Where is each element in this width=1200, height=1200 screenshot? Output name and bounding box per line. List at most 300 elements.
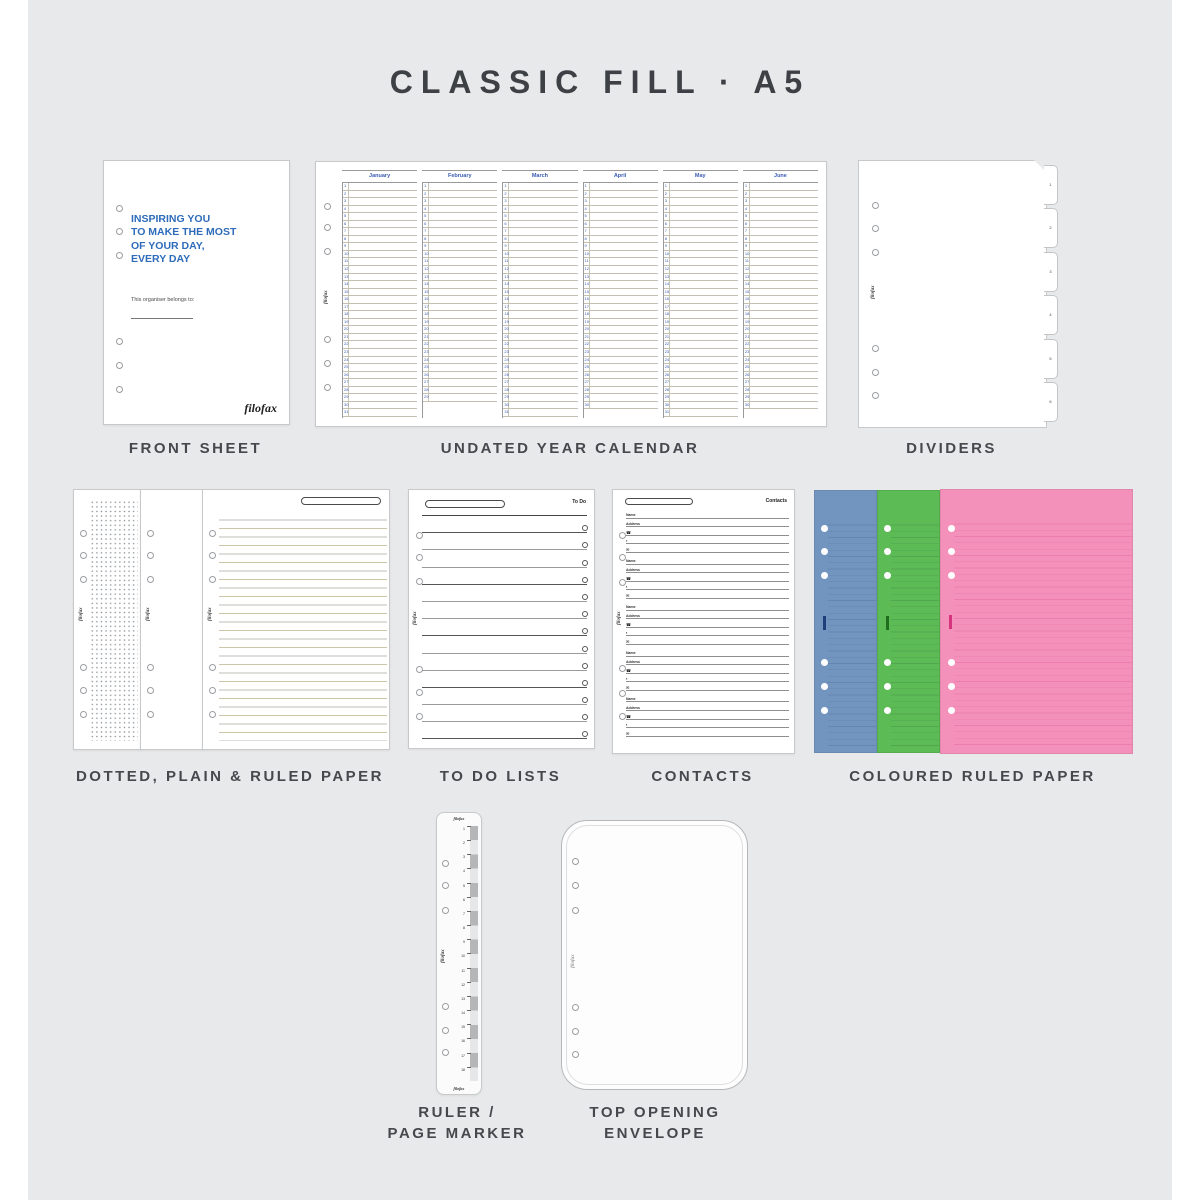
todo-rows [422,515,587,740]
calendar-day-row: 2 [744,191,818,199]
calendar-day-row: 26 [503,372,577,380]
calendar-day-row: 1 [584,183,658,191]
punch-hole [147,576,154,583]
calendar-day-row: 27 [584,379,658,387]
calendar-day-row: 13 [503,274,577,282]
calendar-day-row: 10 [584,251,658,259]
calendar-day-row: 21 [503,334,577,342]
calendar-month-column [502,170,577,418]
punch-hole [572,907,579,914]
calendar-day-row: 24 [744,357,818,365]
calendar-day-row: 25 [744,364,818,372]
ruler-unit: 4 [460,868,470,882]
calendar-day-row: 22 [664,341,738,349]
month-header: March [502,170,577,182]
punch-hole [324,384,331,391]
heading-line: INSPIRING YOU [131,213,211,225]
punch-hole [416,578,423,585]
contact-field-line [626,536,789,545]
calendar-day-row: 23 [664,349,738,357]
calendar-day-row: 24 [503,357,577,365]
divider-tab: 5 [1044,339,1058,379]
calendar-day-row: 15 [343,289,417,297]
envelope-inner-edge [566,825,743,1085]
punch-hole [572,1051,579,1058]
todo-checkbox [582,714,588,720]
calendar-day-row: 13 [343,274,417,282]
ruler-unit: 3 [460,854,470,868]
todo-row [422,722,587,739]
todo-row [422,705,587,722]
punch-hole [116,362,123,369]
contact-entry-group [626,556,789,599]
calendar-day-row: 20 [584,326,658,334]
ruler-unit: 12 [460,982,470,996]
calendar-day-row: 3 [503,198,577,206]
punch-hole [324,224,331,231]
punch-hole [821,707,828,714]
year-calendar-preview [315,161,827,427]
coloured-paper-label: COLOURED RULED PAPER [849,768,1096,785]
calendar-day-row: 14 [343,281,417,289]
calendar-day-row: 18 [503,311,577,319]
calendar-day-row: 1 [744,183,818,191]
todo-checkbox [582,663,588,669]
calendar-day-row: 8 [744,236,818,244]
year-calendar-label: UNDATED YEAR CALENDAR [440,440,700,457]
calendar-day-row: 7 [343,228,417,236]
calendar-day-row: 26 [744,372,818,380]
title-slot [301,497,381,505]
calendar-day-row: 19 [343,319,417,327]
contact-field-icon: ✉ [626,546,630,552]
calendar-day-row: 31 [503,409,577,417]
punch-hole [619,690,626,697]
contacts-header: Contacts [765,498,787,504]
calendar-day-row: 7 [744,228,818,236]
heading-line: OF YOUR DAY, [131,239,205,252]
calendar-day-row: 9 [664,243,738,251]
punch-hole [872,345,879,352]
contact-entry-group [626,648,789,691]
calendar-day-row: 19 [744,319,818,327]
punch-hole [209,552,216,559]
punch-hole [416,666,423,673]
punch-hole [209,711,216,718]
calendar-day-row: 29 [503,394,577,402]
calendar-day-row: 7 [423,228,497,236]
contact-field-line: Name [626,556,789,565]
envelope-label [555,1102,755,1144]
punch-hole [884,683,891,690]
ruled-lines [828,519,876,746]
envelope-label-line1: TOP OPENING [589,1104,721,1121]
calendar-day-row: 12 [503,266,577,274]
calendar-day-row: 6 [744,221,818,229]
contacts-label: CONTACTS [651,768,754,785]
contact-field-line [626,590,789,599]
punch-hole [147,687,154,694]
calendar-day-row: 28 [503,387,577,395]
punch-hole [572,1004,579,1011]
month-header: June [743,170,818,182]
envelope-preview [561,820,748,1090]
calendar-day-row: 9 [503,243,577,251]
punch-hole [116,205,123,212]
punch-hole [80,552,87,559]
punch-hole [209,687,216,694]
calendar-day-row: 8 [423,236,497,244]
ruled-lines [954,518,1132,747]
calendar-day-row: 9 [343,243,417,251]
punch-hole [884,572,891,579]
calendar-month-column [342,170,417,418]
calendar-day-row: 12 [423,266,497,274]
punch-hole [872,225,879,232]
calendar-day-row: 31 [343,409,417,417]
calendar-day-row: 16 [744,296,818,304]
calendar-day-row: 12 [664,266,738,274]
contacts-body [626,510,789,747]
punch-hole [442,907,449,914]
ruler-shading [470,826,478,1081]
ruler-preview [436,812,482,1095]
punch-hole [147,530,154,537]
dot-grid [90,500,138,741]
front-sheet-label: FRONT SHEET [128,440,263,457]
calendar-day-row: 28 [664,387,738,395]
calendar-day-row: 11 [744,258,818,266]
title-slot [625,498,693,505]
punch-hole [116,252,123,259]
ruler-label-line1: RULER / [418,1104,496,1121]
ruler-unit: 5 [460,883,470,897]
calendar-day-row: 26 [423,372,497,380]
calendar-day-row: 29 [423,394,497,402]
punch-hole [948,525,955,532]
todo-checkbox [582,731,588,737]
ruler-unit: 11 [460,968,470,982]
contact-field-line [626,682,789,691]
calendar-day-row: 3 [343,198,417,206]
ruler-unit: 6 [460,897,470,911]
filofax-logo-vertical: filofax [413,611,418,625]
contact-field-icon: ▪ [626,538,628,544]
calendar-day-row: 24 [343,357,417,365]
punch-hole [572,858,579,865]
calendar-day-row: 3 [664,198,738,206]
contact-field-line [626,728,789,737]
calendar-day-row: 19 [503,319,577,327]
calendar-day-row: 25 [343,364,417,372]
calendar-day-row: 8 [343,236,417,244]
contact-field-icon: ✉ [626,592,630,598]
contact-field-line: Address [626,611,789,620]
punch-hole [80,711,87,718]
calendar-day-row: 19 [664,319,738,327]
ruler-unit: 2 [460,840,470,854]
todo-checkbox [582,628,588,634]
calendar-day-row: 18 [343,311,417,319]
punch-hole [416,554,423,561]
filofax-mark [823,616,826,630]
calendar-day-row: 22 [584,341,658,349]
calendar-day-row: 18 [744,311,818,319]
ruler-unit: 9 [460,939,470,953]
calendar-day-row: 4 [503,206,577,214]
calendar-day-row: 10 [664,251,738,259]
contact-field-line [626,544,789,553]
month-rows [583,182,658,418]
calendar-day-row: 25 [664,364,738,372]
calendar-day-row: 21 [664,334,738,342]
calendar-day-row: 20 [664,326,738,334]
heading-line: TO MAKE THE MOST [131,226,237,239]
calendar-day-row: 27 [343,379,417,387]
calendar-month-column [743,170,818,418]
contact-field-line [626,636,789,645]
calendar-day-row: 17 [664,304,738,312]
calendar-month-column [583,170,658,418]
filofax-logo-vertical: filofax [324,290,329,304]
calendar-day-row: 29 [584,394,658,402]
calendar-day-row: 20 [503,326,577,334]
calendar-day-row: 9 [423,243,497,251]
ruler-unit: 18 [460,1067,470,1081]
calendar-day-row: 15 [584,289,658,297]
punch-hole [80,664,87,671]
calendar-day-row: 14 [744,281,818,289]
calendar-day-row: 11 [343,258,417,266]
calendar-day-row: 22 [744,341,818,349]
calendar-day-row: 10 [744,251,818,259]
filofax-logo-vertical: filofax [208,607,213,621]
calendar-day-row: 4 [744,206,818,214]
contact-field-line [626,720,789,729]
calendar-day-row: 8 [584,236,658,244]
calendar-day-row: 29 [664,394,738,402]
calendar-day-row: 5 [503,213,577,221]
punch-hole [80,687,87,694]
calendar-day-row: 4 [343,206,417,214]
calendar-day-row: 27 [503,379,577,387]
calendar-day-row: 6 [343,221,417,229]
contact-field-line: Address [626,565,789,574]
punch-hole [948,683,955,690]
punch-hole [80,576,87,583]
contact-field-line [626,582,789,591]
contact-field-icon: ☎ [626,621,631,627]
calendar-day-row: 10 [343,251,417,259]
calendar-day-row: 5 [423,213,497,221]
calendar-day-row: 16 [423,296,497,304]
calendar-day-row: 15 [744,289,818,297]
calendar-day-row: 1 [343,183,417,191]
calendar-day-row: 30 [584,402,658,410]
calendar-day-row: 3 [423,198,497,206]
filofax-logo: filofax [244,401,277,415]
calendar-day-row: 9 [584,243,658,251]
calendar-day-row: 25 [423,364,497,372]
calendar-day-row: 4 [584,206,658,214]
punch-hole [948,548,955,555]
todo-row [422,533,587,550]
contact-entry-group [626,510,789,553]
calendar-day-row: 9 [744,243,818,251]
punch-hole [619,554,626,561]
contact-field-icon: ☎ [626,713,631,719]
contact-entry-group [626,602,789,645]
calendar-day-row: 23 [503,349,577,357]
punch-hole [80,530,87,537]
calendar-day-row: 2 [584,191,658,199]
calendar-day-row: 7 [664,228,738,236]
contact-field-icon: ✉ [626,638,630,644]
month-rows [663,182,738,418]
contact-field-icon: ☎ [626,667,631,673]
contact-field-line [626,711,789,720]
calendar-day-row: 21 [744,334,818,342]
contact-field-icon: ▪ [626,676,628,682]
calendar-day-row: 14 [584,281,658,289]
calendar-day-row: 17 [423,304,497,312]
calendar-day-row: 20 [744,326,818,334]
month-header: April [583,170,658,182]
calendar-day-row: 26 [343,372,417,380]
calendar-day-row: 16 [664,296,738,304]
calendar-day-row: 30 [664,402,738,410]
punch-hole [619,579,626,586]
punch-hole [884,525,891,532]
todo-list-preview [408,489,595,749]
calendar-day-row: 2 [423,191,497,199]
calendar-day-row: 11 [423,258,497,266]
belongs-to-line [131,318,193,319]
calendar-day-row: 13 [744,274,818,282]
calendar-day-row: 23 [343,349,417,357]
contact-field-icon: ☎ [626,575,631,581]
punch-hole [442,860,449,867]
envelope-label-line2: ENVELOPE [604,1125,706,1142]
punch-hole [872,202,879,209]
ruler-label-line2: PAGE MARKER [387,1125,527,1142]
calendar-day-row: 2 [664,191,738,199]
calendar-day-row: 1 [423,183,497,191]
calendar-day-row: 3 [744,198,818,206]
ruler-unit: 15 [460,1024,470,1038]
punch-hole [442,1049,449,1056]
calendar-day-row: 5 [584,213,658,221]
front-sheet-preview [103,160,290,425]
calendar-day-row: 8 [503,236,577,244]
punch-hole [442,1003,449,1010]
filofax-logo-vertical: filofax [571,954,576,968]
calendar-day-row: 29 [343,394,417,402]
calendar-day-row: 28 [584,387,658,395]
calendar-month-column [663,170,738,418]
contact-field-line: Name [626,694,789,703]
filofax-logo-vertical: filofax [79,607,84,621]
divider-tab: 4 [1044,295,1058,335]
contacts-preview [612,489,795,754]
punch-hole [821,548,828,555]
calendar-day-row: 21 [584,334,658,342]
divider-tab: 1 [1044,165,1058,205]
calendar-day-row: 17 [744,304,818,312]
punch-hole [324,248,331,255]
calendar-day-row: 6 [423,221,497,229]
contact-field-icon: ✉ [626,684,630,690]
calendar-day-row: 11 [664,258,738,266]
calendar-day-row: 5 [343,213,417,221]
month-rows [342,182,417,418]
contact-field-line: Name [626,648,789,657]
month-rows [743,182,818,418]
calendar-day-row: 14 [503,281,577,289]
calendar-day-row: 28 [343,387,417,395]
contact-field-icon: ▪ [626,722,628,728]
belongs-to-text: This organiser belongs to: [131,297,195,303]
month-header: February [422,170,497,182]
month-rows [502,182,577,418]
calendar-day-row: 17 [503,304,577,312]
calendar-day-row: 27 [664,379,738,387]
todo-row [422,602,587,619]
punch-hole [884,659,891,666]
todo-checkbox [582,577,588,583]
heading-line: EVERY DAY [131,253,191,266]
calendar-day-row: 20 [343,326,417,334]
calendar-day-row: 5 [664,213,738,221]
calendar-day-row: 24 [423,357,497,365]
contact-field-line [626,665,789,674]
todo-row [422,671,587,688]
calendar-day-row: 17 [584,304,658,312]
todo-checkbox [582,611,588,617]
ruler-unit: 17 [460,1053,470,1067]
punch-hole [872,249,879,256]
punch-hole [948,707,955,714]
punch-hole [147,711,154,718]
calendar-day-row: 26 [664,372,738,380]
calendar-day-row: 18 [584,311,658,319]
punch-hole [324,203,331,210]
calendar-day-row: 26 [584,372,658,380]
todo-row [422,568,587,585]
calendar-day-row: 6 [664,221,738,229]
calendar-day-row: 30 [343,402,417,410]
calendar-day-row: 6 [503,221,577,229]
calendar-day-row: 2 [343,191,417,199]
calendar-day-row: 12 [744,266,818,274]
contact-field-line [626,674,789,683]
dotted-paper-preview [73,489,142,750]
punch-hole [324,360,331,367]
contact-field-line: Name [626,510,789,519]
calendar-day-row: 13 [584,274,658,282]
ruler-unit: 8 [460,925,470,939]
ruler-unit: 10 [460,953,470,967]
ruled-lines [891,519,939,746]
punch-hole [872,392,879,399]
punch-hole [619,713,626,720]
divider-tab: 2 [1044,208,1058,248]
calendar-day-row: 28 [423,387,497,395]
coloured-paper-green [877,490,940,753]
calendar-day-row: 13 [423,274,497,282]
calendar-day-row: 12 [584,266,658,274]
calendar-day-row: 22 [423,341,497,349]
